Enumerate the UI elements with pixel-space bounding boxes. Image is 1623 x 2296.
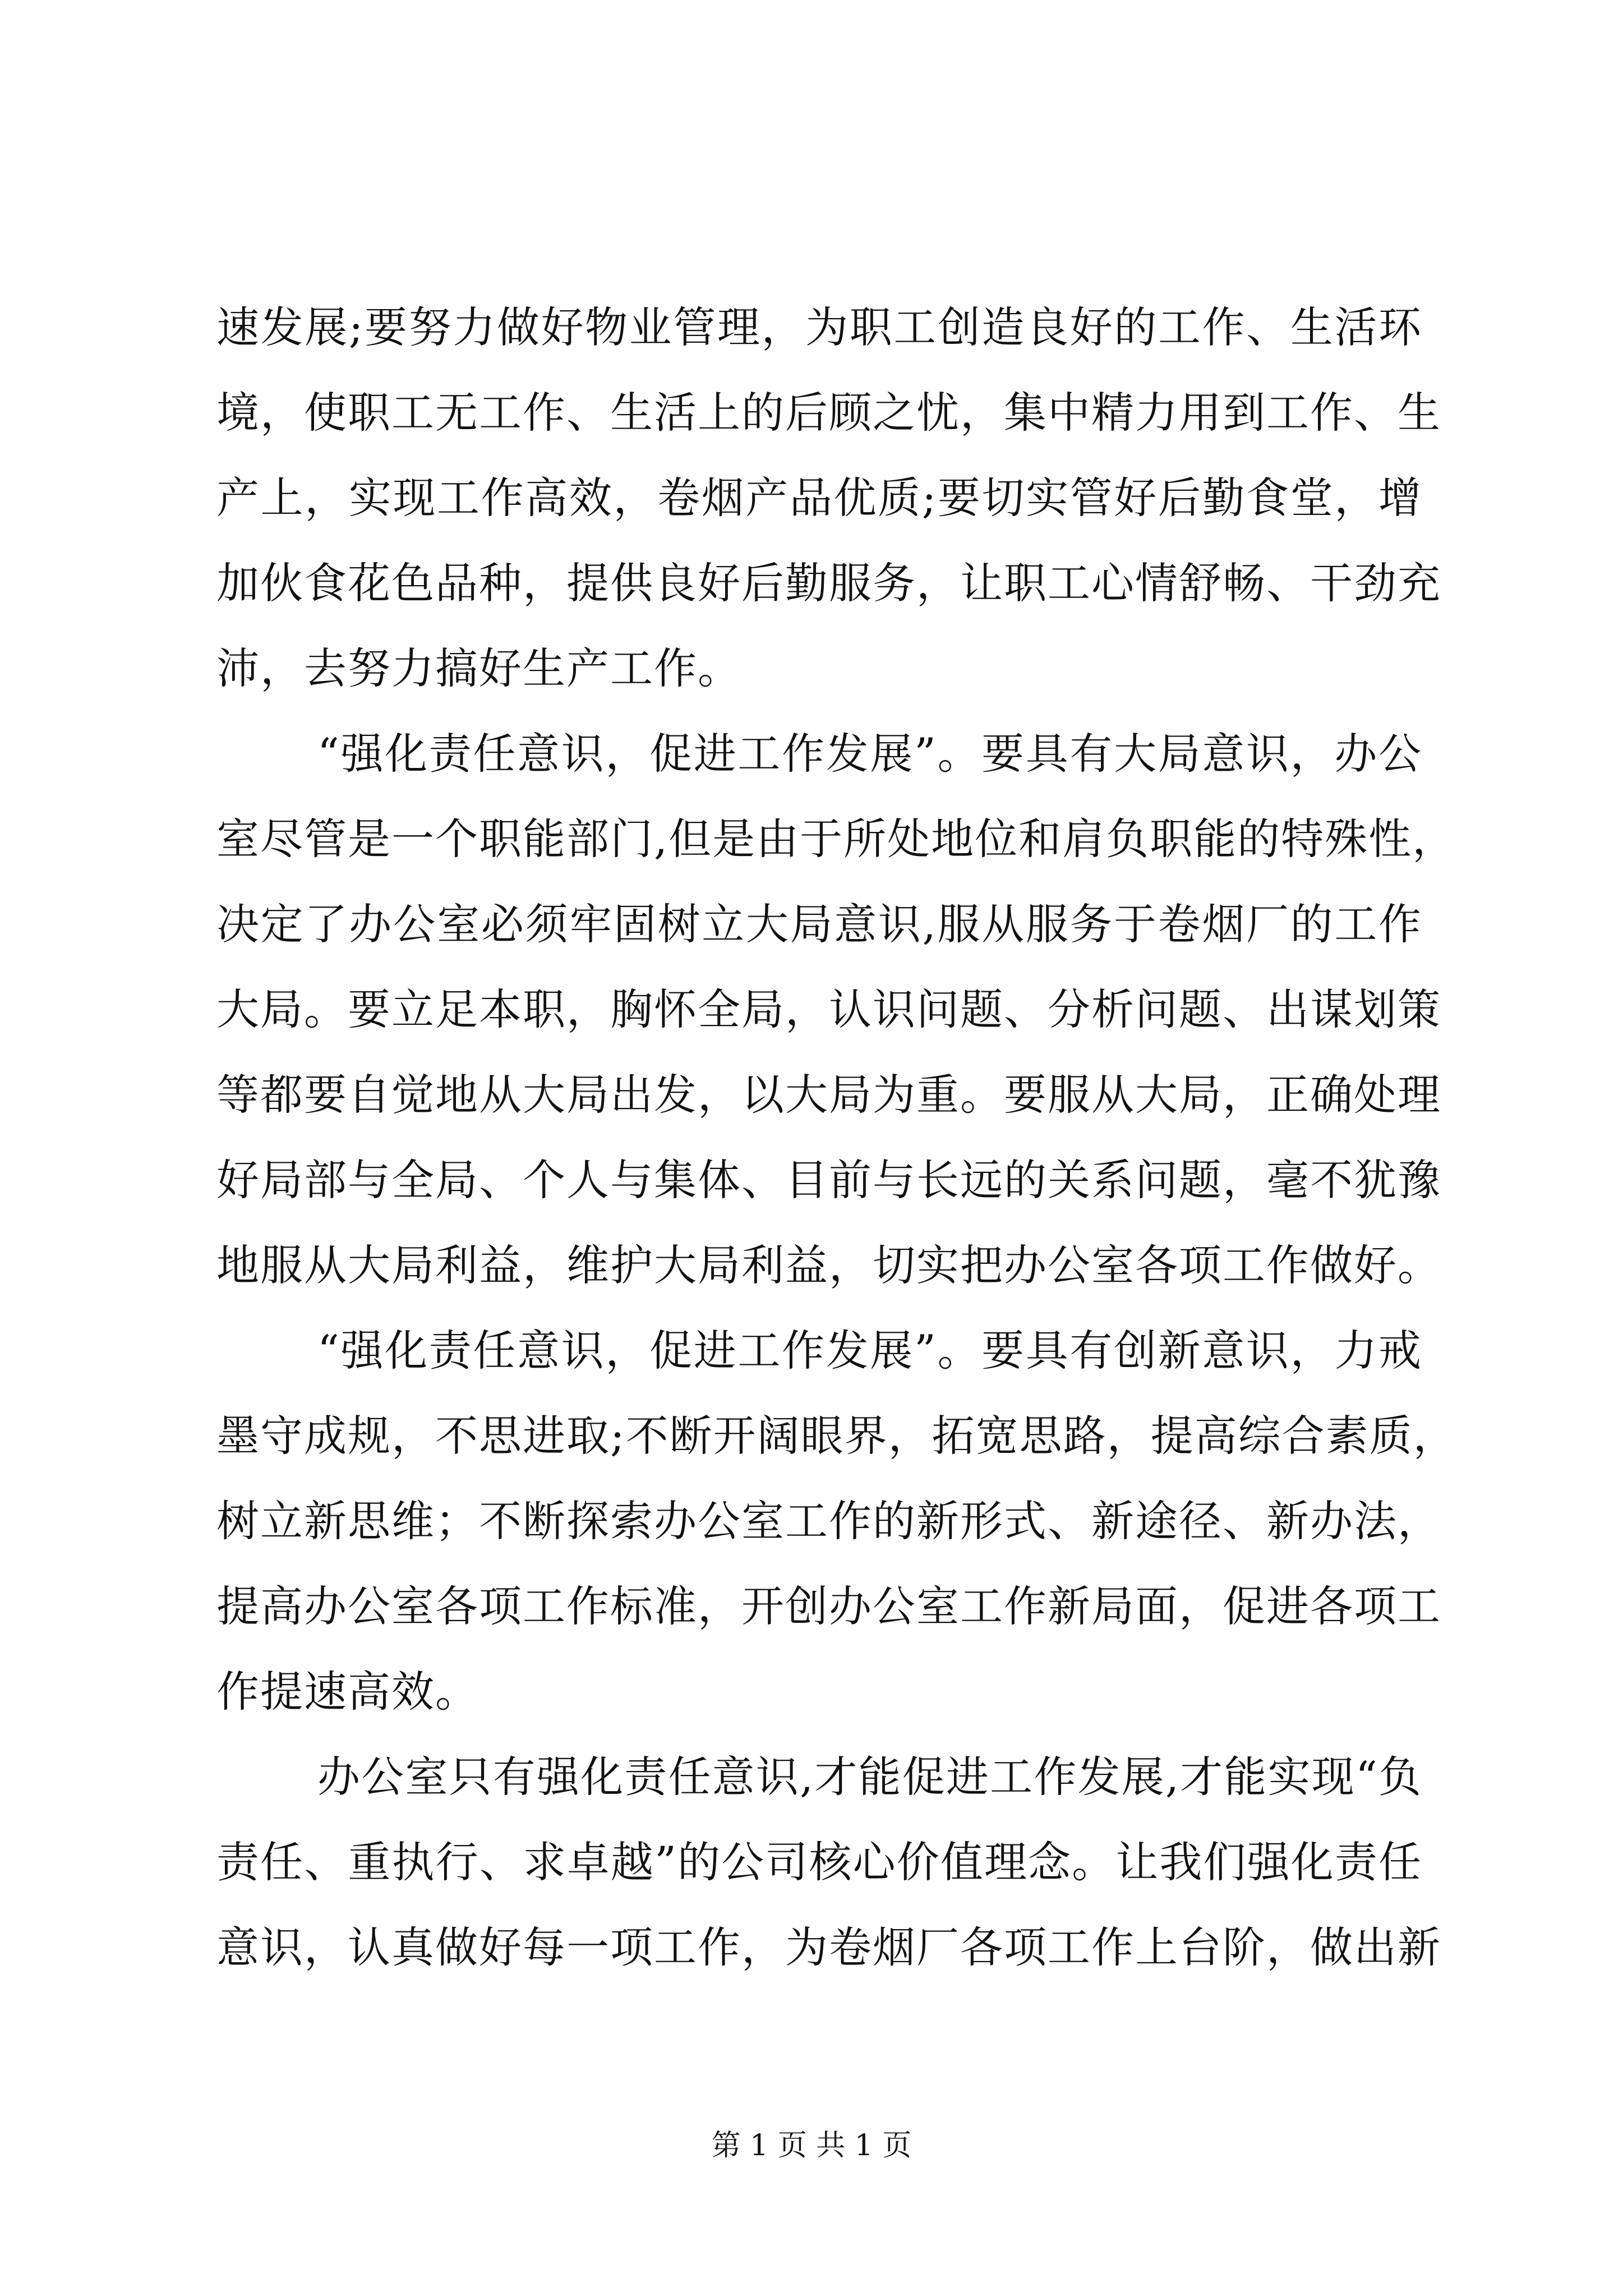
document-body bbox=[216, 285, 1457, 1990]
text-line: 墨守成规，不思进取;不断开阔眼界，拓宽思路，提高综合素质， bbox=[216, 1411, 1457, 1461]
text-line: 责任、重执行、求卓越”的公司核心价值理念。让我们强化责任 bbox=[216, 1837, 1422, 1887]
text-line: 提高办公室各项工作标准，开创办公室工作新局面，促进各项工 bbox=[216, 1581, 1441, 1631]
page-footer: 第 1 页 共 1 页 bbox=[711, 2129, 912, 2162]
text-line: 产上，实现工作高效，卷烟产品优质;要切实管好后勤食堂，增 bbox=[216, 473, 1422, 523]
text-line: 作提速高效。 bbox=[216, 1667, 479, 1717]
paragraph-first-line: “强化责任意识，促进工作发展”。要具有大局意识，办公 bbox=[317, 729, 1422, 779]
text-line: 好局部与全局、个人与集体、目前与长远的关系问题，毫不犹豫 bbox=[216, 1155, 1441, 1205]
text-line: 决定了办公室必须牢固树立大局意识,服从服务于卷烟厂的工作 bbox=[216, 899, 1422, 949]
text-line: 树立新思维；不断探索办公室工作的新形式、新途径、新办法， bbox=[216, 1496, 1441, 1546]
text-line: 加伙食花色品种，提供良好后勤服务，让职工心情舒畅、干劲充 bbox=[216, 558, 1441, 608]
paragraph-first-line: “强化责任意识，促进工作发展”。要具有创新意识，力戒 bbox=[317, 1326, 1422, 1375]
text-line: 境，使职工无工作、生活上的后顾之忧，集中精力用到工作、生 bbox=[216, 388, 1441, 438]
text-line: 大局。要立足本职，胸怀全局，认识问题、分析问题、出谋划策 bbox=[216, 984, 1441, 1034]
text-line: 等都要自觉地从大局出发，以大局为重。要服从大局，正确处理 bbox=[216, 1070, 1441, 1120]
text-line: 沛，去努力搞好生产工作。 bbox=[216, 643, 741, 693]
text-line: 地服从大局利益，维护大局利益，切实把办公室各项工作做好。 bbox=[216, 1240, 1441, 1290]
paragraph-first-line: 办公室只有强化责任意识,才能促进工作发展,才能实现“负 bbox=[317, 1752, 1422, 1802]
text-line: 室尽管是一个职能部门,但是由于所处地位和肩负职能的特殊性， bbox=[216, 814, 1456, 864]
text-line: 意识，认真做好每一项工作，为卷烟厂各项工作上台阶，做出新 bbox=[216, 1922, 1441, 1972]
text-line: 速发展;要努力做好物业管理，为职工创造良好的工作、生活环 bbox=[216, 302, 1422, 352]
